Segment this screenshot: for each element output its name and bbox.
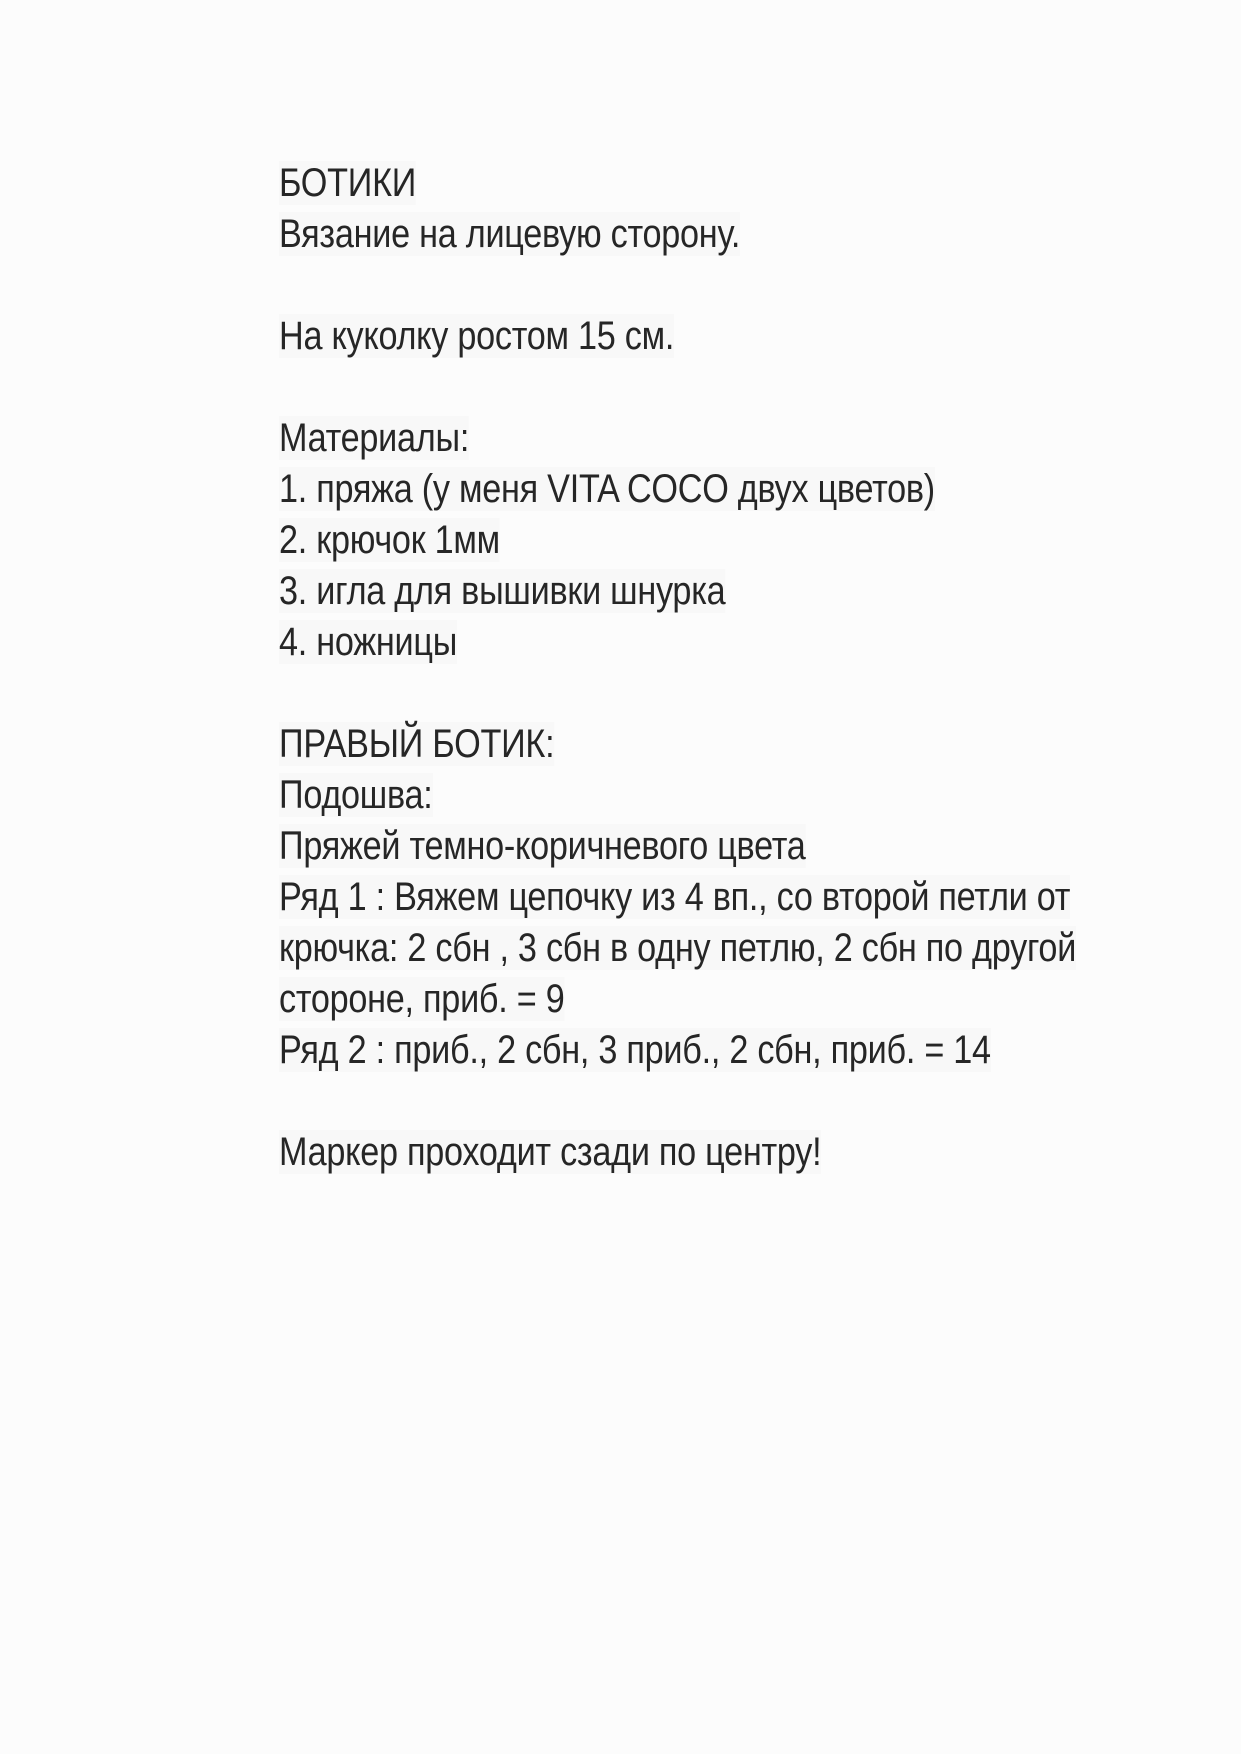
materials-paragraph [279, 413, 1076, 668]
marker-note-line: Маркер проходит сзади по центру! [279, 1130, 822, 1174]
size-note-paragraph [279, 311, 1076, 362]
right-bootie-paragraph [279, 719, 1076, 1076]
sole-heading: Подошва: [279, 773, 433, 817]
header-paragraph [279, 158, 1076, 260]
materials-heading: Материалы: [279, 416, 470, 460]
material-item-1: 1. пряжа (у меня VITA COCO двух цветов) [279, 467, 935, 511]
right-bootie-heading: ПРАВЫЙ БОТИК: [279, 722, 555, 766]
material-item-3: 3. игла для вышивки шнурка [279, 569, 726, 613]
pattern-text-block [279, 158, 1076, 1178]
row-1-line-1: Ряд 1 : Вяжем цепочку из 4 вп., со второй петли от [279, 875, 1071, 919]
material-item-4: 4. ножницы [279, 620, 458, 664]
yarn-color-line: Пряжей темно-коричневого цвета [279, 824, 806, 868]
size-note-line: На куколку ростом 15 см. [279, 314, 675, 358]
row-1-line-3: стороне, приб. = 9 [279, 977, 565, 1021]
doc-subtitle: Вязание на лицевую сторону. [279, 212, 741, 256]
row-1-line-2: крючка: 2 сбн , 3 сбн в одну петлю, 2 сбн по другой [279, 926, 1077, 970]
doc-title: БОТИКИ [279, 161, 417, 205]
marker-note-paragraph [279, 1127, 1076, 1178]
material-item-2: 2. крючок 1мм [279, 518, 500, 562]
row-2-line: Ряд 2 : приб., 2 сбн, 3 приб., 2 сбн, приб. = 14 [279, 1028, 991, 1072]
